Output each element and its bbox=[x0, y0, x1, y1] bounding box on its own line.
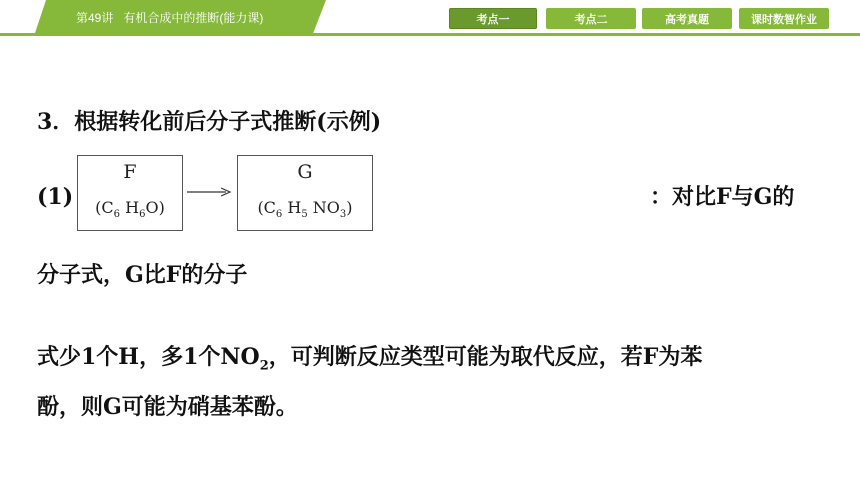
compound-f-title: F bbox=[123, 161, 137, 183]
explanation-line-3: 式少1个H，多1个$NO_2$，可判断反应类型可能为取代反应，若F为苯 bbox=[37, 344, 703, 374]
compound-g-title: G bbox=[297, 161, 313, 183]
compound-f-formula: ($C_6$ $H_6O$) bbox=[95, 198, 165, 221]
comparison-text: ：对比F与G的 bbox=[650, 184, 795, 210]
explanation-line-4: 酚，则G可能为硝基苯酚。 bbox=[37, 394, 298, 420]
compound-g-box bbox=[237, 155, 373, 231]
right-arrow-icon bbox=[186, 186, 232, 198]
compound-g-formula: ($C_6$ $H_5$ $NO_3$) bbox=[257, 198, 353, 221]
section-heading: 3．根据转化前后分子式推断(示例) bbox=[37, 109, 382, 135]
nav-tab-exam-questions[interactable]: 高考真题 bbox=[642, 8, 732, 29]
compound-f-box bbox=[77, 155, 183, 231]
explanation-line-2: 分子式，G比F的分子 bbox=[37, 262, 248, 288]
example-label: (1) bbox=[37, 184, 74, 210]
nav-tab-kaodian-2[interactable]: 考点二 bbox=[546, 8, 636, 29]
nav-tab-kaodian-1[interactable]: 考点一 bbox=[449, 8, 537, 29]
top-bar bbox=[0, 0, 860, 36]
nav-tab-homework[interactable]: 课时数智作业 bbox=[739, 8, 829, 29]
header-divider bbox=[0, 33, 860, 36]
lecture-title: 第49讲 有机合成中的推断(能力课) bbox=[76, 11, 264, 25]
